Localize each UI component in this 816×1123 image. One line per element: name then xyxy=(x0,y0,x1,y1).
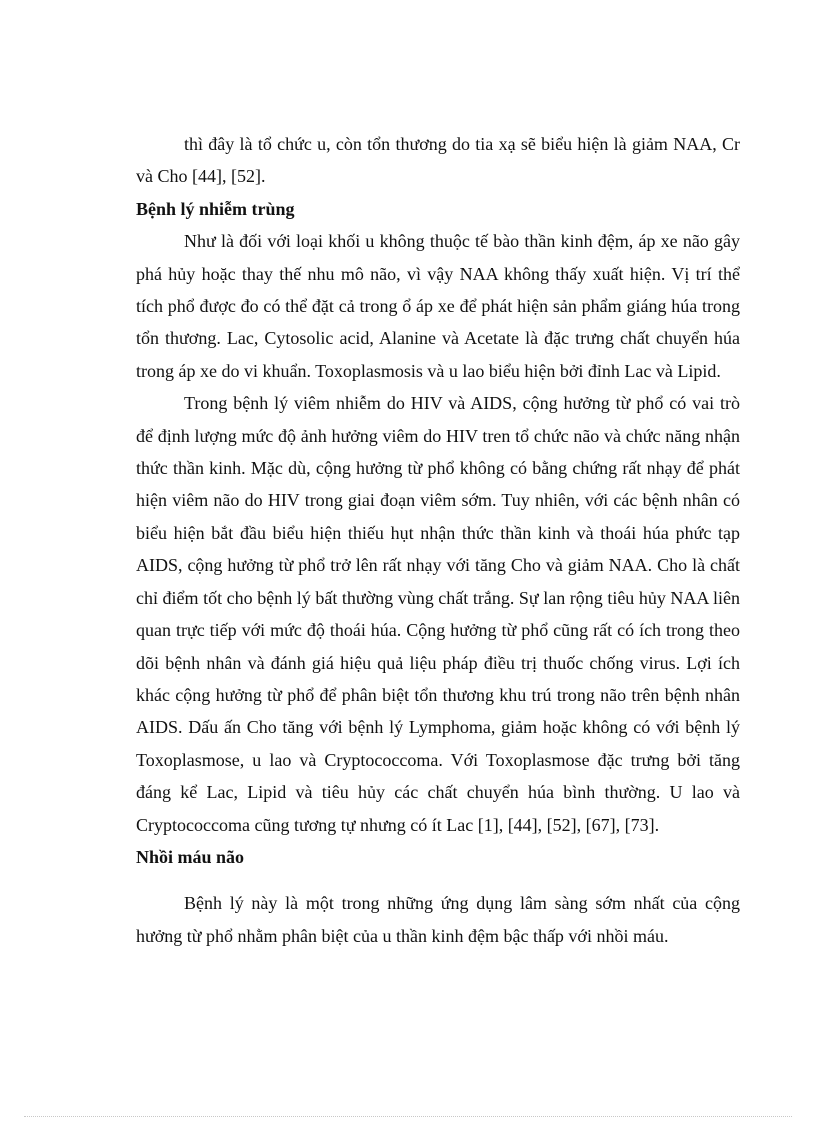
paragraph-abscess: Như là đối với loại khối u không thuộc tế bào thần kinh đệm, áp xe não gây phá hủy hoặc thay thế nhu mô não, vì vậy NAA không thấy xuất hiện. Vị trí thể tích phổ được đo có thể đặt cả trong ổ áp xe để phát hiện sản phẩm giáng húa trong tổn thương. Lac, Cytosolic acid, Alanine và Acetate là đặc trưng chất chuyển húa trong áp xe do vi khuẩn. Toxoplasmosis và u lao biểu hiện bởi đỉnh Lac và Lipid. xyxy=(136,231,740,381)
heading-spacing xyxy=(136,873,740,887)
page-body xyxy=(136,128,740,952)
paragraph-infarction: Bệnh lý này là một trong những ứng dụng lâm sàng sớm nhất của cộng hưởng từ phổ nhằm phân biệt của u thần kinh đệm bậc thấp với nhồi máu. xyxy=(136,893,740,946)
paragraph-continuation: thì đây là tổ chức u, còn tổn thương do tia xạ sẽ biểu hiện là giảm NAA, Cr và Cho [44], [52]. xyxy=(136,134,740,187)
section-heading-infarction: Nhồi máu não xyxy=(136,846,245,867)
paragraph-hiv-aids: Trong bệnh lý viêm nhiễm do HIV và AIDS, cộng hưởng từ phổ có vai trò để định lượng mức độ ảnh hưởng viêm do HIV tren tổ chức não và chức năng nhận thức thần kinh. Mặc dù, cộng hưởng từ phổ không có bằng chứng rất nhạy để phát hiện viêm não do HIV trong giai đoạn viêm sớm. Tuy nhiên, với các bệnh nhân có biểu hiện bắt đầu biểu hiện thiếu hụt nhận thức thần kinh và thoái húa phức tạp AIDS, cộng hưởng từ phổ trở lên rất nhạy với tăng Cho và giảm NAA. Cho là chất chỉ điểm tốt cho bệnh lý bất thường vùng chất trắng. Sự lan rộng tiêu hủy NAA liên quan trực tiếp với mức độ thoái húa. Cộng hưởng từ phổ cũng rất có ích trong theo dõi bệnh nhân và đánh giá hiệu quả liệu pháp điều trị thuốc chống virus. Lợi ích khác cộng hưởng từ phổ để phân biệt tổn thương khu trú trong não trên bệnh nhân AIDS. Dấu ấn Cho tăng với bệnh lý Lymphoma, giảm hoặc không có với bệnh lý Toxoplasmose, u lao và Cryptococcoma. Với Toxoplasmose đặc trưng bởi tăng đáng kể Lac, Lipid và tiêu hủy các chất chuyển húa bình thường. U lao và Cryptococcoma cũng tương tự nhưng có ít Lac [1], [44], [52], [67], [73]. xyxy=(136,393,740,835)
section-heading-infection: Bệnh lý nhiễm trùng xyxy=(136,198,295,219)
footer-dotted-rule xyxy=(24,1116,792,1117)
